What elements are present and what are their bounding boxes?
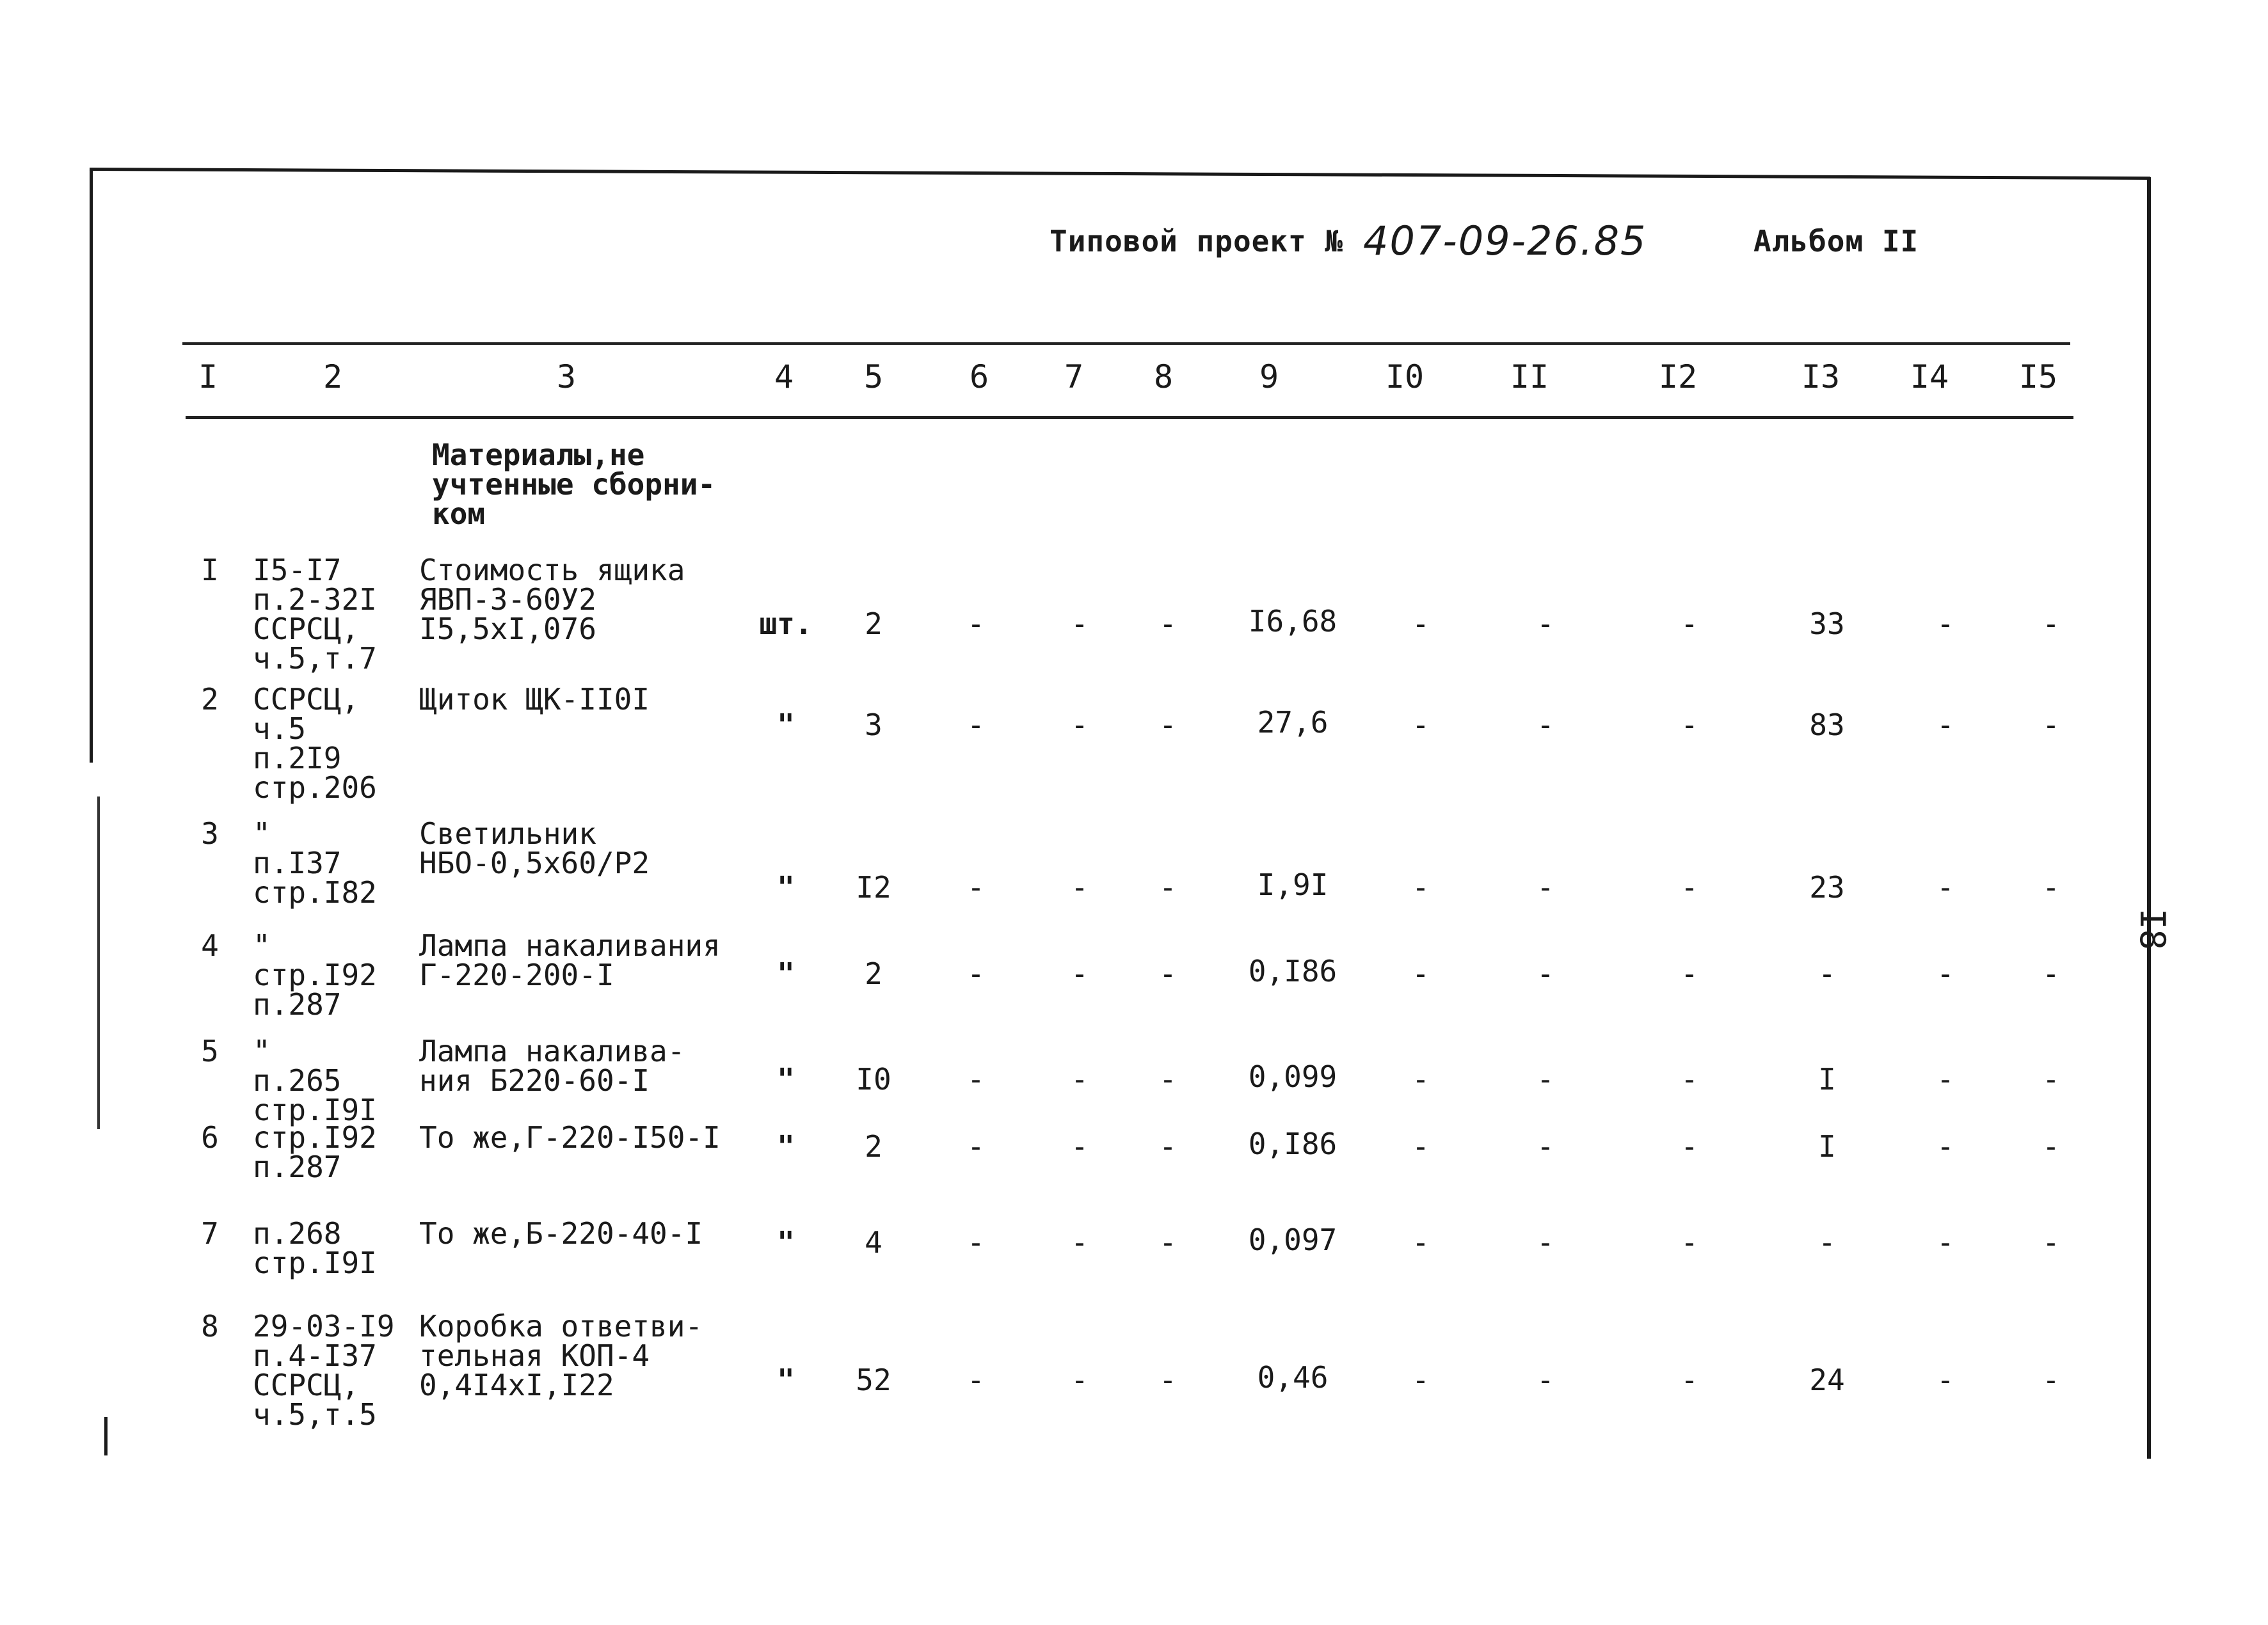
row-c10-cell: - [1412, 1062, 1430, 1097]
row-c6-cell: - [967, 606, 985, 641]
row-c7-cell: - [1071, 956, 1089, 991]
row-reference: ССРСЦ, ч.5 п.2I9 стр.206 [253, 682, 377, 805]
row-quantity: 2 [865, 956, 882, 991]
row-number: 3 [201, 816, 219, 851]
row-unit: " [777, 956, 795, 991]
row-c10-cell: - [1412, 1363, 1430, 1397]
row-number: 8 [201, 1309, 219, 1344]
row-unit-price: 0,099 [1248, 1059, 1338, 1094]
row-c14-cell: - [1937, 1062, 1954, 1097]
row-c15-cell: - [2042, 708, 2060, 742]
row-c11-cell: - [1537, 606, 1554, 641]
frame-top-border [90, 168, 2150, 180]
row-unit: " [777, 708, 795, 742]
column-number-1: I [198, 358, 218, 395]
row-item-name: Лампа накаливания Г-220-200-I [419, 928, 721, 992]
row-c13-cell: 83 [1809, 708, 1845, 742]
column-number-8: 8 [1153, 358, 1174, 395]
row-c11-cell: - [1537, 1225, 1554, 1260]
row-c10-cell: - [1412, 1129, 1430, 1164]
row-c14-cell: - [1937, 1225, 1954, 1260]
row-c7-cell: - [1071, 606, 1089, 641]
row-c11-cell: - [1537, 1129, 1554, 1164]
row-c12-cell: - [1681, 1225, 1698, 1260]
row-unit-price: 27,6 [1257, 705, 1329, 740]
row-c14-cell: - [1937, 606, 1954, 641]
row-c6-cell: - [967, 870, 985, 905]
margin-mark [97, 797, 100, 1129]
row-item-name: Светильник НБО-0,5x60/Р2 [419, 816, 650, 880]
row-c10-cell: - [1412, 870, 1430, 905]
column-number-14: I4 [1910, 358, 1949, 395]
row-c15-cell: - [2042, 1129, 2060, 1164]
row-c8-cell: - [1159, 1225, 1177, 1260]
column-number-10: I0 [1385, 358, 1425, 395]
row-quantity: 52 [856, 1363, 891, 1397]
row-c6-cell: - [967, 708, 985, 742]
row-c6-cell: - [967, 1363, 985, 1397]
row-quantity: 2 [865, 606, 882, 641]
row-c8-cell: - [1159, 606, 1177, 641]
row-c8-cell: - [1159, 1363, 1177, 1397]
row-unit: " [777, 1225, 795, 1260]
row-unit: шт. [759, 606, 813, 641]
row-c11-cell: - [1537, 956, 1554, 991]
table-header-bottom-rule [186, 416, 2073, 419]
album-label: Альбом II [1753, 224, 1919, 258]
row-unit-price: I6,68 [1248, 604, 1338, 638]
row-c15-cell: - [2042, 1062, 2060, 1097]
row-unit-price: 0,I86 [1248, 954, 1338, 988]
row-c11-cell: - [1537, 870, 1554, 905]
row-c8-cell: - [1159, 870, 1177, 905]
row-c6-cell: - [967, 1062, 985, 1097]
column-number-3: 3 [556, 358, 577, 395]
row-item-name: Стоимость ящика ЯВП-3-60У2 I5,5xI,076 [419, 553, 685, 646]
column-number-5: 5 [863, 358, 884, 395]
row-number: I [201, 553, 219, 587]
row-quantity: I0 [856, 1062, 891, 1097]
row-c7-cell: - [1071, 1225, 1089, 1260]
page-number: I8 [2132, 908, 2173, 951]
row-c11-cell: - [1537, 1062, 1554, 1097]
column-number-9: 9 [1259, 358, 1279, 395]
row-unit: " [777, 1129, 795, 1164]
row-number: 2 [201, 682, 219, 717]
margin-mark [104, 1417, 108, 1455]
row-c14-cell: - [1937, 870, 1954, 905]
row-unit: " [777, 1062, 795, 1097]
row-c13-cell: - [1818, 1225, 1836, 1260]
row-item-name: Лампа накалива- ния Б220-60-I [419, 1034, 685, 1098]
row-c7-cell: - [1071, 870, 1089, 905]
row-item-name: То же,Г-220-I50-I [419, 1120, 721, 1155]
row-c12-cell: - [1681, 606, 1698, 641]
project-label: Типовой проект № [1050, 224, 1344, 258]
row-c14-cell: - [1937, 1129, 1954, 1164]
row-c12-cell: - [1681, 1062, 1698, 1097]
row-reference: " стр.I92 п.287 [253, 928, 377, 1022]
row-c13-cell: - [1818, 956, 1836, 991]
row-c14-cell: - [1937, 956, 1954, 991]
column-number-11: II [1510, 358, 1549, 395]
row-c12-cell: - [1681, 870, 1698, 905]
row-c13-cell: 24 [1809, 1363, 1845, 1397]
row-c10-cell: - [1412, 956, 1430, 991]
row-item-name: Щиток ЩК-II0I [419, 682, 650, 717]
row-quantity: 3 [865, 708, 882, 742]
row-unit: " [777, 870, 795, 905]
frame-left-border [90, 168, 93, 763]
project-number: 407-09-26.85 [1363, 218, 1647, 264]
row-c15-cell: - [2042, 1225, 2060, 1260]
row-c10-cell: - [1412, 1225, 1430, 1260]
row-unit-price: 0,097 [1248, 1223, 1338, 1257]
row-c11-cell: - [1537, 708, 1554, 742]
row-c8-cell: - [1159, 708, 1177, 742]
row-c10-cell: - [1412, 606, 1430, 641]
row-c8-cell: - [1159, 1129, 1177, 1164]
column-number-4: 4 [774, 358, 794, 395]
column-number-6: 6 [969, 358, 989, 395]
column-number-2: 2 [323, 358, 343, 395]
row-c8-cell: - [1159, 1062, 1177, 1097]
row-c7-cell: - [1071, 1363, 1089, 1397]
row-c13-cell: I [1818, 1062, 1836, 1097]
table-header-top-rule [182, 342, 2070, 345]
row-c15-cell: - [2042, 870, 2060, 905]
row-quantity: 4 [865, 1225, 882, 1260]
row-number: 7 [201, 1216, 219, 1251]
row-c7-cell: - [1071, 1062, 1089, 1097]
row-number: 4 [201, 928, 219, 963]
row-quantity: 2 [865, 1129, 882, 1164]
row-c13-cell: I [1818, 1129, 1836, 1164]
column-number-13: I3 [1801, 358, 1841, 395]
column-number-12: I2 [1658, 358, 1698, 395]
row-number: 5 [201, 1034, 219, 1068]
row-c13-cell: 33 [1809, 606, 1845, 641]
row-item-name: Коробка ответви- тельная КОП-4 0,4I4xI,I22 [419, 1309, 703, 1402]
row-c10-cell: - [1412, 708, 1430, 742]
row-c8-cell: - [1159, 956, 1177, 991]
row-unit-price: I,9I [1257, 868, 1329, 902]
row-c6-cell: - [967, 956, 985, 991]
row-reference: стр.I92 п.287 [253, 1120, 377, 1184]
row-quantity: I2 [856, 870, 891, 905]
row-c13-cell: 23 [1809, 870, 1845, 905]
row-c12-cell: - [1681, 956, 1698, 991]
row-reference: " п.265 стр.I9I [253, 1034, 377, 1127]
row-c15-cell: - [2042, 956, 2060, 991]
row-c7-cell: - [1071, 708, 1089, 742]
frame-right-border [2147, 177, 2151, 1459]
row-c6-cell: - [967, 1129, 985, 1164]
row-c14-cell: - [1937, 708, 1954, 742]
row-number: 6 [201, 1120, 219, 1155]
row-c11-cell: - [1537, 1363, 1554, 1397]
row-unit-price: 0,I86 [1248, 1127, 1338, 1161]
row-reference: 29-03-I9 п.4-I37 ССРСЦ, ч.5,т.5 [253, 1309, 395, 1432]
row-unit-price: 0,46 [1257, 1360, 1329, 1395]
row-item-name: То же,Б-220-40-I [419, 1216, 703, 1251]
row-c6-cell: - [967, 1225, 985, 1260]
row-c7-cell: - [1071, 1129, 1089, 1164]
section-title: Материалы,не учтенные сборни- ком [432, 438, 716, 531]
row-c15-cell: - [2042, 1363, 2060, 1397]
row-reference: п.268 стр.I9I [253, 1216, 377, 1280]
row-c14-cell: - [1937, 1363, 1954, 1397]
row-unit: " [777, 1363, 795, 1397]
column-number-7: 7 [1064, 358, 1084, 395]
column-number-15: I5 [2018, 358, 2058, 395]
row-c12-cell: - [1681, 1363, 1698, 1397]
row-c12-cell: - [1681, 708, 1698, 742]
row-reference: " п.I37 стр.I82 [253, 816, 377, 910]
row-c12-cell: - [1681, 1129, 1698, 1164]
row-reference: I5-I7 п.2-32I ССРСЦ, ч.5,т.7 [253, 553, 377, 676]
row-c15-cell: - [2042, 606, 2060, 641]
